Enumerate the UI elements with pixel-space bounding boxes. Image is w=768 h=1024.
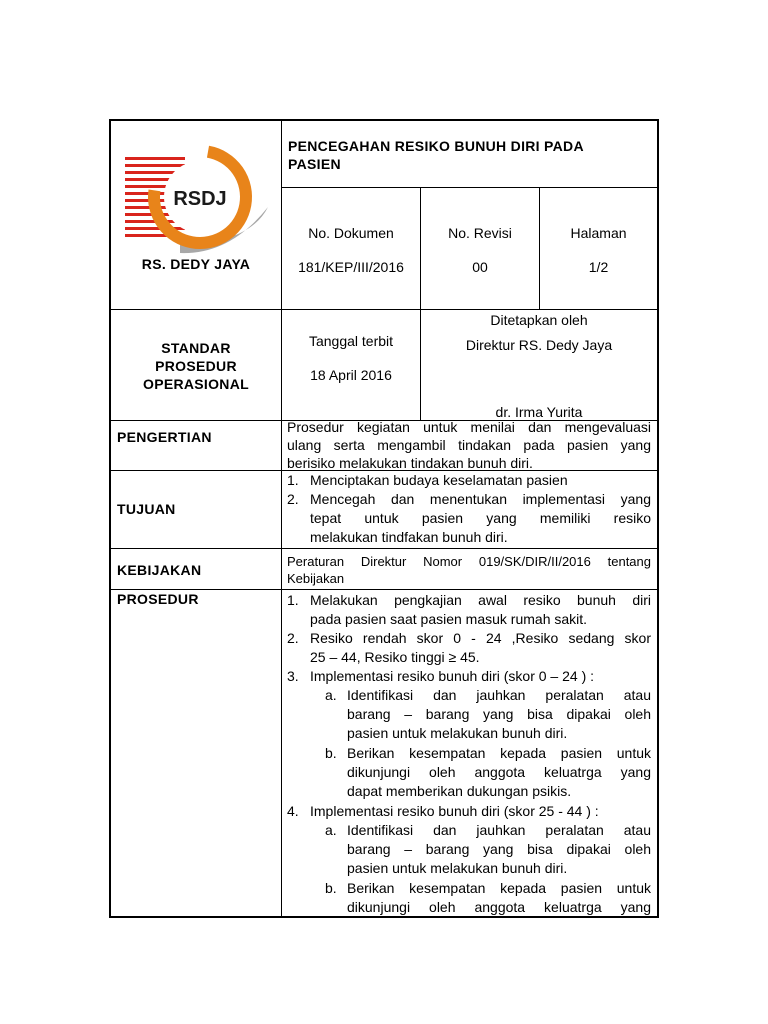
issue-date-value: 18 April 2016: [310, 367, 392, 383]
prosedur-item-2-line1: Resiko rendah skor 0 - 24 ,Resiko sedang skor: [310, 630, 651, 646]
hospital-name: RS. DEDY JAYA: [141, 256, 251, 272]
prosedur-item-4b-letter: b.: [325, 880, 337, 896]
logo-text: RSDJ: [173, 188, 227, 210]
prosedur-item-4-line1: Implementasi resiko bunuh diri (skor 25 - 44 ) :: [310, 803, 599, 819]
document-title-line2: PASIEN: [288, 156, 341, 172]
spo-line3: OPERASIONAL: [143, 376, 249, 392]
tujuan-item-1-text: Menciptakan budaya keselamatan pasien: [310, 472, 568, 488]
prosedur-item-1-line1: Melakukan pengkajian awal resiko bunuh diri: [310, 592, 651, 608]
pengertian-line1: Prosedur kegiatan untuk menilai dan mengevaluasi: [287, 419, 651, 435]
prosedur-item-1-number: 1.: [287, 592, 299, 608]
prosedur-item-4-number: 4.: [287, 803, 299, 819]
prosedur-item-4a-line3: pasien untuk melakukan bunuh diri.: [347, 860, 568, 876]
tujuan-item-2-line3: melakukan tindfakan bunuh diri.: [310, 529, 508, 545]
table-border-top: [109, 119, 659, 121]
table-border-left: [109, 119, 111, 918]
pengertian-line3: berisiko melakukan tindakan bunuh diri.: [287, 455, 533, 471]
kebijakan-line1: Peraturan Direktur Nomor 019/SK/DIR/II/2016 tentang: [287, 554, 651, 569]
revision-value: 00: [472, 259, 488, 275]
spo-line1: STANDAR: [161, 340, 231, 356]
prosedur-item-3a-letter: a.: [325, 687, 337, 703]
table-border-right: [657, 119, 659, 918]
pengertian-label: PENGERTIAN: [117, 429, 212, 445]
kebijakan-line2: Kebijakan: [287, 571, 345, 586]
prosedur-item-3a-line2: barang – barang yang bisa dipakai oleh: [347, 706, 651, 722]
tujuan-label: TUJUAN: [117, 501, 176, 517]
doc-number-label: No. Dokumen: [308, 225, 394, 241]
prosedur-item-3a-line1: Identifikasi dan jauhkan peralatan atau: [347, 687, 651, 703]
tujuan-item-2-line1: Mencegah dan menentukan implementasi yang: [310, 491, 651, 507]
kebijakan-label: KEBIJAKAN: [117, 562, 202, 578]
pengertian-line2: ulang serta mengambil tindakan pada pasien yang: [287, 437, 651, 453]
issue-date-label: Tanggal terbit: [308, 333, 394, 349]
prosedur-item-4b-line1: Berikan kesempatan kepada pasien untuk: [347, 880, 651, 896]
prosedur-item-3a-line3: pasien untuk melakukan bunuh diri.: [347, 725, 568, 741]
set-by-label: Ditetapkan oleh: [490, 312, 588, 328]
prosedur-item-3-number: 3.: [287, 668, 299, 684]
prosedur-item-4a-line1: Identifikasi dan jauhkan peralatan atau: [347, 822, 651, 838]
doc-number-value: 181/KEP/III/2016: [298, 259, 404, 275]
prosedur-item-1-line2: pada pasien saat pasien masuk rumah sakit.: [310, 611, 588, 627]
prosedur-item-3b-line2: dikunjungi oleh anggota keluatrga yang: [347, 764, 651, 780]
prosedur-item-4b-line2: dikunjungi oleh anggota keluatrga yang: [347, 899, 651, 915]
signer-name: dr. Irma Yurita: [495, 404, 583, 420]
table-border-bottom: [109, 916, 659, 918]
row-divider-title: [281, 187, 659, 188]
prosedur-item-3b-line3: dapat memberikan dukungan psikis.: [347, 783, 572, 799]
prosedur-item-3-line1: Implementasi resiko bunuh diri (skor 0 – 24 ) :: [310, 668, 595, 684]
tujuan-item-2-line2: tepat untuk pasien yang memiliki resiko: [310, 510, 651, 526]
director-title: Direktur RS. Dedy Jaya: [465, 337, 613, 353]
tujuan-item-1-number: 1.: [287, 472, 299, 488]
revision-label: No. Revisi: [448, 225, 512, 241]
page-label: Halaman: [570, 225, 627, 241]
prosedur-item-3b-letter: b.: [325, 745, 337, 761]
col-divider-halaman: [539, 187, 540, 310]
prosedur-item-3b-line1: Berikan kesempatan kepada pasien untuk: [347, 745, 651, 761]
page-value: 1/2: [588, 259, 609, 275]
prosedur-item-2-number: 2.: [287, 630, 299, 646]
hospital-logo: [120, 135, 270, 260]
row-divider-header: [109, 309, 659, 310]
prosedur-label: PROSEDUR: [117, 591, 199, 607]
col-divider-revisi: [420, 187, 421, 310]
row-divider-tujuan: [109, 548, 659, 549]
document-title-line1: PENCEGAHAN RESIKO BUNUH DIRI PADA: [288, 138, 584, 154]
spo-line2: PROSEDUR: [155, 358, 237, 374]
prosedur-item-4a-line2: barang – barang yang bisa dipakai oleh: [347, 841, 651, 857]
tujuan-item-2-number: 2.: [287, 491, 299, 507]
prosedur-item-4a-letter: a.: [325, 822, 337, 838]
prosedur-item-2-line2: 25 – 44, Resiko tinggi ≥ 45.: [310, 649, 480, 665]
